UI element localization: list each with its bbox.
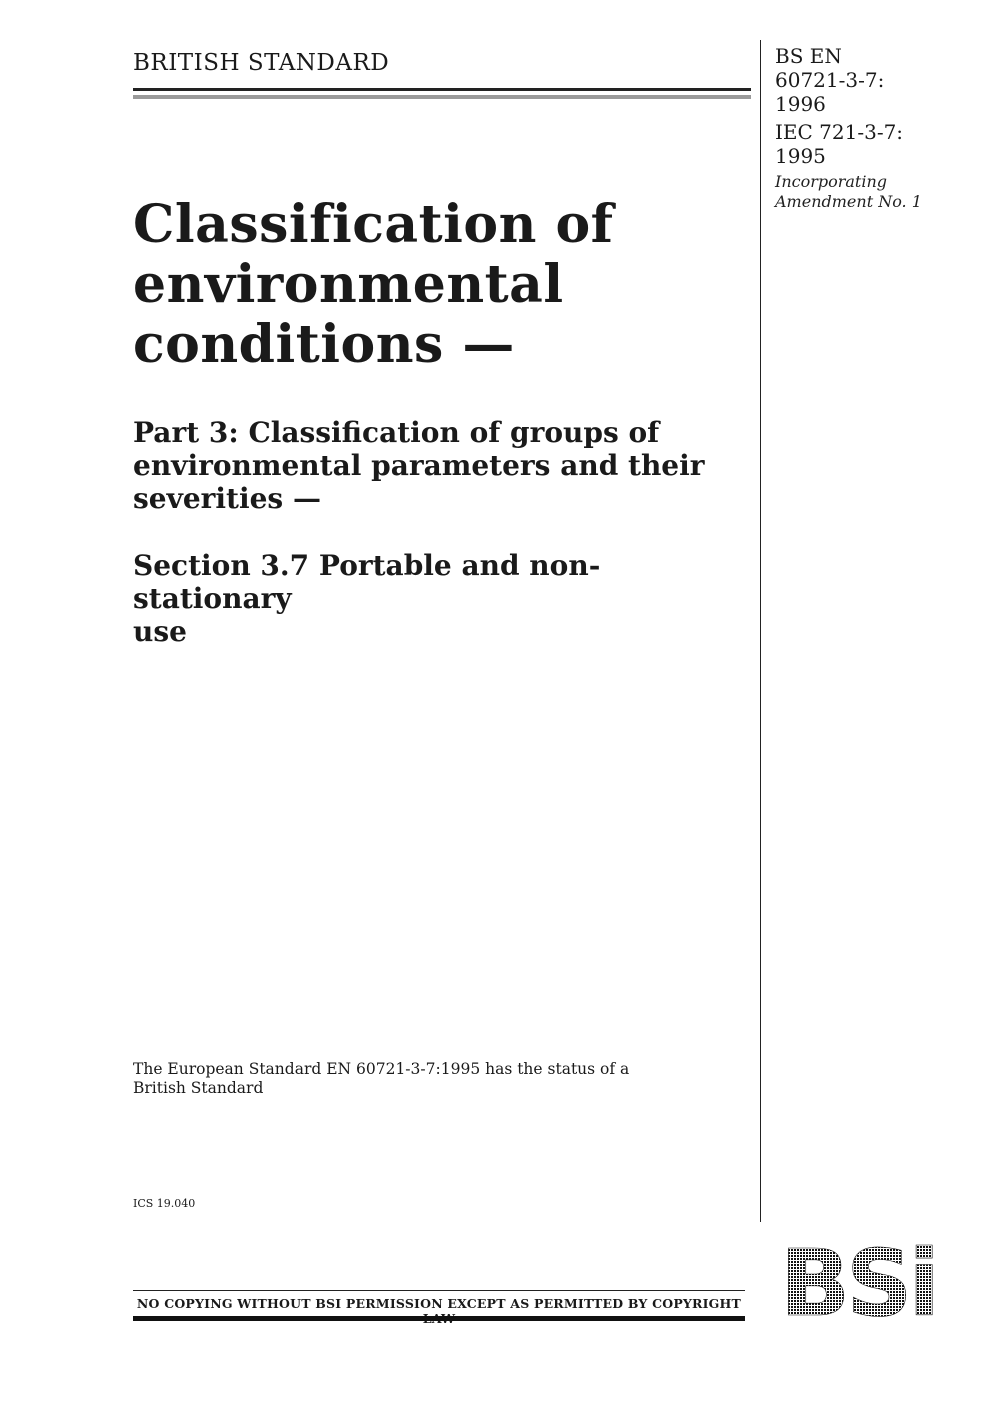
- header-rule-thick: [133, 88, 751, 91]
- bs-number: BS EN 60721-3-7: 1996: [775, 44, 885, 116]
- footer-rule-bottom: [133, 1316, 745, 1321]
- document-title: Classification of environmental conditions —: [133, 194, 614, 375]
- column-divider: [760, 40, 761, 1222]
- status-statement: The European Standard EN 60721-3-7:1995 has the status of a British Standard: [133, 1060, 630, 1097]
- bsi-logo-text: BSi: [780, 1243, 936, 1321]
- iec-number: IEC 721-3-7: 1995: [775, 120, 904, 168]
- bsi-logo: [770, 1243, 946, 1321]
- header-rule-grey: [133, 95, 751, 99]
- standard-type-label: BRITISH STANDARD: [133, 50, 390, 76]
- footer-rule-top: [133, 1290, 745, 1291]
- section-subtitle: Section 3.7 Portable and non-stationary use: [133, 549, 601, 648]
- standard-identifiers: [775, 44, 975, 212]
- ics-code: ICS 19.040: [133, 1197, 196, 1210]
- amendment-note: Incorporating Amendment No. 1: [775, 172, 922, 211]
- part-subtitle: Part 3: Classification of groups of environmental parameters and their severities —: [133, 416, 705, 515]
- copyright-notice: NO COPYING WITHOUT BSI PERMISSION EXCEPT AS PERMITTED BY COPYRIGHT: [136, 1296, 742, 1311]
